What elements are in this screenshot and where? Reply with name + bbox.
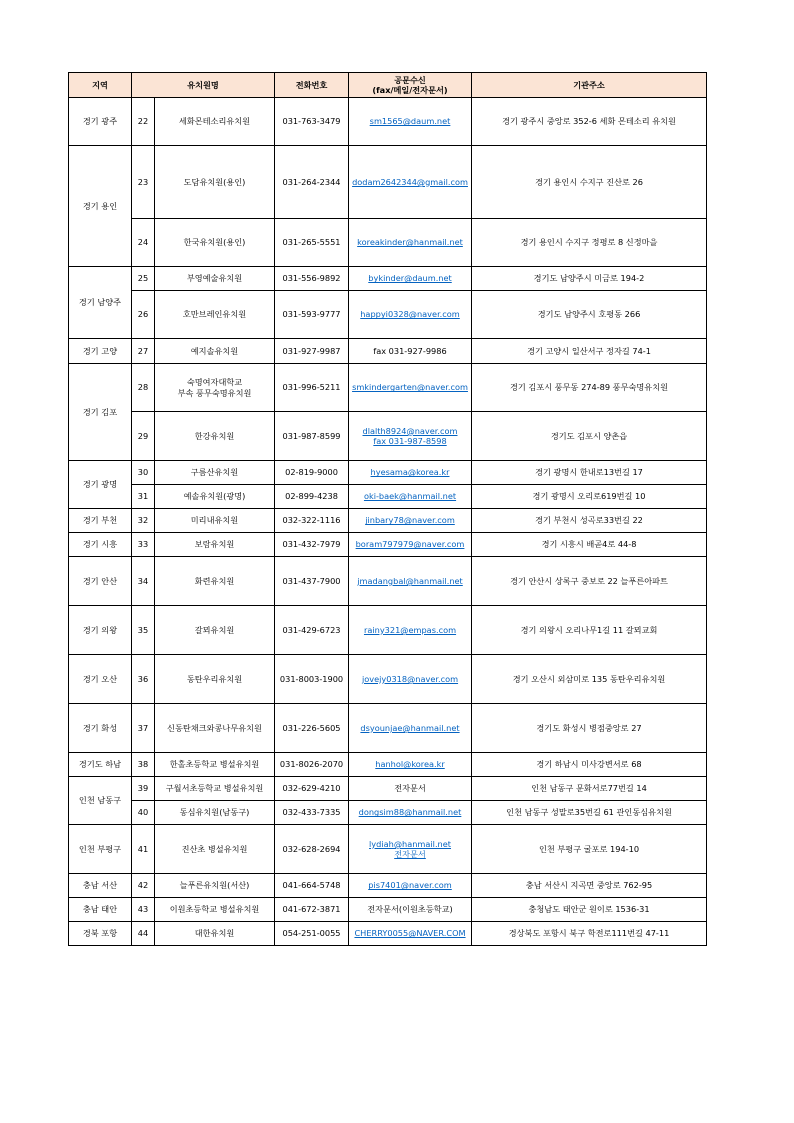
- phone-cell: 031-996-5211: [275, 364, 349, 412]
- no-cell: 43: [132, 898, 155, 922]
- no-cell: 25: [132, 267, 155, 291]
- no-cell: 29: [132, 412, 155, 461]
- no-cell: 41: [132, 825, 155, 874]
- email-link[interactable]: jmadangbal@hanmail.net: [349, 557, 472, 606]
- table-row: [69, 267, 707, 291]
- e-document-line: 전자문서: [394, 849, 426, 859]
- no-cell: 24: [132, 219, 155, 267]
- name-cell: 부영예술유치원: [155, 267, 275, 291]
- no-cell: 30: [132, 461, 155, 485]
- table-row: [69, 557, 707, 606]
- name-cell: 동심유치원(남동구): [155, 801, 275, 825]
- address-cell: 경기 용인시 수지구 정평로 8 신정마을: [472, 219, 707, 267]
- address-cell: 경기도 남양주시 미금로 194-2: [472, 267, 707, 291]
- phone-cell: 032-322-1116: [275, 509, 349, 533]
- name-cell: 늘푸른유치원(서산): [155, 874, 275, 898]
- name-cell: 한홀초등학교 병설유치원: [155, 753, 275, 777]
- address-cell: 인천 남동구 성말로35번길 61 관인동심유치원: [472, 801, 707, 825]
- region-cell: 경기도 하남: [69, 753, 132, 777]
- phone-cell: 031-593-9777: [275, 291, 349, 339]
- address-cell: 경기 부천시 성곡로33번길 22: [472, 509, 707, 533]
- region-cell: 인천 부평구: [69, 825, 132, 874]
- email-link[interactable]: happyi0328@naver.com: [349, 291, 472, 339]
- region-cell: 경기 의왕: [69, 606, 132, 655]
- address-cell: 경기 김포시 풍무동 274-89 풍무숙명유치원: [472, 364, 707, 412]
- phone-cell: 041-672-3871: [275, 898, 349, 922]
- header-phone: 전화번호: [275, 73, 349, 98]
- e-document-cell: 전자문서: [349, 777, 472, 801]
- email-line[interactable]: lydiah@hanmail.net: [369, 838, 451, 849]
- no-cell: 26: [132, 291, 155, 339]
- email-link[interactable]: boram797979@naver.com: [349, 533, 472, 557]
- phone-cell: 031-8003-1900: [275, 655, 349, 704]
- phone-cell: 054-251-0055: [275, 922, 349, 946]
- name-cell: 신동탄채크와콩나무유치원: [155, 704, 275, 753]
- region-cell: 경기 부천: [69, 509, 132, 533]
- phone-cell: 031-927-9987: [275, 339, 349, 364]
- table-row: [69, 412, 707, 461]
- phone-cell: 02-819-9000: [275, 461, 349, 485]
- region-cell: 경기 오산: [69, 655, 132, 704]
- email-link[interactable]: bykinder@daum.net: [349, 267, 472, 291]
- phone-cell: 041-664-5748: [275, 874, 349, 898]
- name-cell: 미리내유치원: [155, 509, 275, 533]
- header-region: 지역: [69, 73, 132, 98]
- phone-cell: 032-629-4210: [275, 777, 349, 801]
- header-row: [69, 73, 707, 98]
- address-cell: 경기 오산시 외삼미로 135 동탄우리유치원: [472, 655, 707, 704]
- email-link[interactable]: jinbary78@naver.com: [349, 509, 472, 533]
- name-line1: 숙명여자대학교: [186, 377, 243, 388]
- name-cell: 구름산유치원: [155, 461, 275, 485]
- name-cell: 호만브레인유치원: [155, 291, 275, 339]
- no-cell: 32: [132, 509, 155, 533]
- region-cell: 경북 포항: [69, 922, 132, 946]
- region-cell: 경기 남양주: [69, 267, 132, 339]
- table-row: [69, 509, 707, 533]
- address-cell: 경기도 남양주시 호평동 266: [472, 291, 707, 339]
- phone-cell: 031-264-2344: [275, 146, 349, 219]
- no-cell: 42: [132, 874, 155, 898]
- table-row: [69, 655, 707, 704]
- table-row: [69, 898, 707, 922]
- phone-cell: 031-432-7979: [275, 533, 349, 557]
- name-line2: 부속 풍무숙명유치원: [177, 387, 252, 398]
- fax-line: fax 031-987-8598: [373, 436, 447, 446]
- region-cell: 인천 남동구: [69, 777, 132, 825]
- address-cell: 경기 광명시 한내로13번길 17: [472, 461, 707, 485]
- table-row: [69, 291, 707, 339]
- region-cell: 경기 시흥: [69, 533, 132, 557]
- header-receive-line2: (fax/메일/전자문서): [372, 85, 448, 95]
- address-cell: 경기 용인시 수지구 진산로 26: [472, 146, 707, 219]
- email-link[interactable]: dsyounjae@hanmail.net: [349, 704, 472, 753]
- no-cell: 37: [132, 704, 155, 753]
- name-cell: 한국유치원(용인): [155, 219, 275, 267]
- no-cell: 40: [132, 801, 155, 825]
- region-cell: 경기 광주: [69, 98, 132, 146]
- address-cell: 경기 광주시 중앙로 352-6 세화 몬테소리 유치원: [472, 98, 707, 146]
- address-cell: 충청남도 태안군 원이로 1536-31: [472, 898, 707, 922]
- phone-cell: 032-628-2694: [275, 825, 349, 874]
- table-row: [69, 825, 707, 874]
- fax-cell: fax 031-927-9986: [349, 339, 472, 364]
- phone-cell: 031-265-5551: [275, 219, 349, 267]
- address-cell: 경기 광명시 오리로619번길 10: [472, 485, 707, 509]
- email-link[interactable]: sm1565@daum.net: [349, 98, 472, 146]
- no-cell: 39: [132, 777, 155, 801]
- region-cell: 경기 안산: [69, 557, 132, 606]
- no-cell: 22: [132, 98, 155, 146]
- email-link[interactable]: hanhol@korea.kr: [349, 753, 472, 777]
- header-kindergarten: 유치원명: [132, 73, 275, 98]
- address-cell: 경기 안산시 상록구 중보로 22 늘푸른아파트: [472, 557, 707, 606]
- no-cell: 34: [132, 557, 155, 606]
- email-link[interactable]: rainy321@empas.com: [349, 606, 472, 655]
- table-row: [69, 219, 707, 267]
- table-row: [69, 98, 707, 146]
- phone-cell: 032-433-7335: [275, 801, 349, 825]
- header-receive: [349, 73, 472, 98]
- address-cell: 경기 의왕시 오리나무1길 11 갈뫼교회: [472, 606, 707, 655]
- no-cell: 33: [132, 533, 155, 557]
- email-link[interactable]: pis7401@naver.com: [349, 874, 472, 898]
- name-cell: 세화몬테소리유치원: [155, 98, 275, 146]
- header-address: 기관주소: [472, 73, 707, 98]
- phone-cell: 031-8026-2070: [275, 753, 349, 777]
- name-cell: 예지솔유치원: [155, 339, 275, 364]
- email-link[interactable]: smkindergarten@naver.com: [349, 364, 472, 412]
- kindergarten-contact-table: [68, 72, 707, 946]
- region-cell: 경기 용인: [69, 146, 132, 267]
- name-cell: 구월서초등학교 병설유치원: [155, 777, 275, 801]
- table-row: [69, 146, 707, 219]
- name-cell: 이원초등학교 병설유치원: [155, 898, 275, 922]
- address-cell: 경기 시흥시 배곧4로 44-8: [472, 533, 707, 557]
- table-row: [69, 801, 707, 825]
- address-cell: 인천 부평구 굴포로 194-10: [472, 825, 707, 874]
- table-row: [69, 777, 707, 801]
- region-cell: 경기 광명: [69, 461, 132, 509]
- name-cell: [155, 364, 275, 412]
- no-cell: 28: [132, 364, 155, 412]
- region-cell: 충남 태안: [69, 898, 132, 922]
- table-row: [69, 704, 707, 753]
- region-cell: 충남 서산: [69, 874, 132, 898]
- address-cell: 경기 고양시 일산서구 정자길 74-1: [472, 339, 707, 364]
- region-cell: 경기 김포: [69, 364, 132, 461]
- email-link[interactable]: jovejy0318@naver.com: [349, 655, 472, 704]
- phone-cell: 031-429-6723: [275, 606, 349, 655]
- email-link[interactable]: [349, 825, 472, 874]
- name-cell: 대한유치원: [155, 922, 275, 946]
- email-link[interactable]: dongsim88@hanmail.net: [349, 801, 472, 825]
- address-cell: 경상북도 포항시 북구 학전로111번길 47-11: [472, 922, 707, 946]
- email-line[interactable]: dlalth8924@naver.com: [362, 425, 458, 436]
- header-receive-line1: 공문수신: [394, 74, 426, 85]
- name-cell: 예솔유치원(광명): [155, 485, 275, 509]
- no-cell: 44: [132, 922, 155, 946]
- name-cell: 한강유치원: [155, 412, 275, 461]
- table-row: [69, 339, 707, 364]
- table-row: [69, 533, 707, 557]
- email-link[interactable]: [349, 412, 472, 461]
- no-cell: 35: [132, 606, 155, 655]
- table-row: [69, 606, 707, 655]
- name-cell: 도담유치원(용인): [155, 146, 275, 219]
- name-cell: 보람유치원: [155, 533, 275, 557]
- no-cell: 27: [132, 339, 155, 364]
- phone-cell: 031-437-7900: [275, 557, 349, 606]
- table-row: [69, 874, 707, 898]
- no-cell: 38: [132, 753, 155, 777]
- address-cell: 경기도 김포시 양촌읍: [472, 412, 707, 461]
- name-cell: 진산초 병설유치원: [155, 825, 275, 874]
- phone-cell: 031-556-9892: [275, 267, 349, 291]
- name-cell: 갈뫼유치원: [155, 606, 275, 655]
- address-cell: 충남 서산시 지곡면 중앙로 762-95: [472, 874, 707, 898]
- no-cell: 31: [132, 485, 155, 509]
- phone-cell: 031-226-5605: [275, 704, 349, 753]
- email-link[interactable]: oki-baek@hanmail.net: [349, 485, 472, 509]
- no-cell: 23: [132, 146, 155, 219]
- region-cell: 경기 고양: [69, 339, 132, 364]
- table-row: [69, 485, 707, 509]
- region-cell: 경기 화성: [69, 704, 132, 753]
- address-cell: 인천 남동구 문화서로77번길 14: [472, 777, 707, 801]
- phone-cell: 02-899-4238: [275, 485, 349, 509]
- name-cell: 동탄우리유치원: [155, 655, 275, 704]
- email-link[interactable]: dodam2642344@gmail.com: [349, 146, 472, 219]
- table-row: [69, 922, 707, 946]
- address-cell: 경기도 화성시 병점중앙로 27: [472, 704, 707, 753]
- table-row: [69, 461, 707, 485]
- table-row: [69, 364, 707, 412]
- no-cell: 36: [132, 655, 155, 704]
- address-cell: 경기 하남시 미사강변서로 68: [472, 753, 707, 777]
- table-row: [69, 753, 707, 777]
- email-link[interactable]: hyesama@korea.kr: [349, 461, 472, 485]
- email-link[interactable]: koreakinder@hanmail.net: [349, 219, 472, 267]
- phone-cell: 031-987-8599: [275, 412, 349, 461]
- e-document-cell: 전자문서(이원초등학교): [349, 898, 472, 922]
- name-cell: 화련유치원: [155, 557, 275, 606]
- phone-cell: 031-763-3479: [275, 98, 349, 146]
- email-link[interactable]: CHERRY0055@NAVER.COM: [349, 922, 472, 946]
